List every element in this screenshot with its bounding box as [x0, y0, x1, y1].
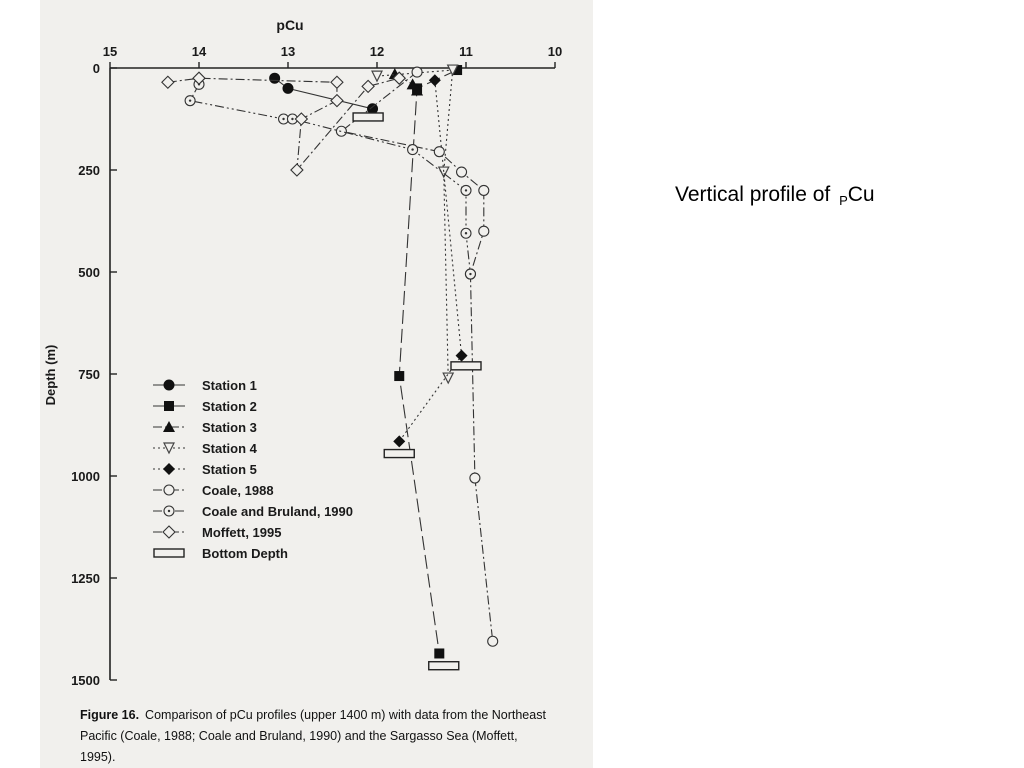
chart-title: pCu	[276, 17, 304, 33]
figure-label: Figure 16.	[80, 708, 140, 722]
legend-item	[153, 378, 257, 393]
data-point	[162, 76, 174, 88]
data-point	[429, 74, 441, 86]
data-point	[393, 435, 405, 447]
y-tick-label: 750	[78, 367, 100, 382]
slide-caption-suffix: Cu	[847, 183, 875, 206]
legend-item	[153, 483, 274, 498]
series-layer	[162, 65, 498, 670]
y-tick-label: 0	[92, 61, 100, 76]
data-point	[434, 648, 444, 658]
marker-center-dot	[189, 99, 191, 101]
legend-label: Station 4	[202, 441, 257, 456]
data-point	[488, 636, 498, 646]
legend-label: Coale and Bruland, 1990	[202, 504, 353, 519]
legend-marker	[163, 463, 175, 475]
series-line	[341, 72, 492, 641]
figure-caption	[80, 705, 550, 768]
data-point	[295, 113, 307, 125]
x-tick-label: 12	[369, 44, 385, 59]
marker-center-dot	[465, 232, 467, 234]
y-axis-title: Depth (m)	[43, 344, 58, 406]
legend-item	[153, 420, 257, 435]
legend-item	[153, 462, 257, 477]
slide-caption-subscript: P	[839, 193, 848, 208]
marker-center-dot	[168, 510, 170, 512]
slide-caption	[675, 183, 875, 208]
legend-item	[153, 399, 257, 414]
x-axis	[103, 44, 562, 68]
y-tick-label: 1000	[71, 469, 100, 484]
series-bottom-depth	[353, 113, 481, 670]
legend-item	[153, 441, 258, 456]
x-tick-label: 14	[191, 44, 207, 59]
legend-marker	[164, 401, 174, 411]
data-point	[451, 362, 481, 370]
data-point	[283, 83, 293, 93]
marker-center-dot	[291, 118, 293, 120]
legend-label: Moffett, 1995	[202, 525, 282, 540]
series-station-5	[393, 74, 467, 447]
legend-marker	[154, 549, 184, 557]
data-point	[470, 473, 480, 483]
data-point	[331, 95, 343, 107]
legend-item	[153, 504, 353, 519]
marker-center-dot	[411, 148, 413, 150]
legend-marker	[164, 380, 174, 390]
series-station-4	[372, 65, 458, 383]
y-tick-label: 1500	[71, 673, 100, 688]
legend-label: Station 2	[202, 399, 257, 414]
data-point	[331, 76, 343, 88]
x-tick-label: 15	[102, 44, 118, 59]
legend-marker	[164, 485, 174, 495]
data-point	[353, 113, 383, 121]
series-line	[377, 70, 453, 378]
data-point	[456, 350, 468, 362]
legend-label: Coale, 1988	[202, 483, 274, 498]
data-point	[479, 185, 489, 195]
data-point	[412, 67, 422, 77]
data-point	[336, 126, 346, 136]
x-tick-label: 11	[459, 44, 473, 59]
legend-label: Station 1	[202, 378, 257, 393]
marker-center-dot	[282, 118, 284, 120]
data-point	[270, 73, 280, 83]
marker-center-dot	[469, 273, 471, 275]
figure-scan	[40, 0, 593, 768]
legend	[153, 378, 353, 561]
data-point	[384, 450, 414, 458]
slide-caption-prefix: Vertical profile of	[675, 183, 837, 206]
legend-label: Station 3	[202, 420, 257, 435]
data-point	[479, 226, 489, 236]
series-coale-and-bruland-1990	[185, 79, 475, 279]
y-tick-label: 1250	[71, 571, 100, 586]
series-line	[190, 84, 470, 274]
series-line	[399, 70, 457, 653]
data-point	[457, 167, 467, 177]
figure-caption-text: Comparison of pCu profiles (upper 1400 m) with data from the Northeast Pacific (Coale, 1988; Coale and Bruland, 1990) and the Sargasso Sea (Moffett, 1995).	[80, 708, 546, 764]
legend-item	[154, 546, 288, 561]
legend-item	[153, 525, 281, 540]
y-tick-label: 500	[78, 265, 100, 280]
y-tick-label: 250	[78, 163, 100, 178]
marker-center-dot	[465, 189, 467, 191]
x-tick-label: 13	[280, 44, 296, 59]
legend-marker	[163, 526, 175, 538]
data-point	[434, 147, 444, 157]
legend-marker	[164, 443, 174, 453]
series-coale-1988	[336, 67, 497, 646]
data-point	[443, 373, 453, 383]
data-point	[394, 371, 404, 381]
data-point	[429, 662, 459, 670]
x-tick-label: 10	[547, 44, 563, 59]
data-point	[372, 71, 382, 81]
pcu-depth-chart	[40, 0, 593, 768]
series-line	[399, 80, 461, 441]
legend-label: Bottom Depth	[202, 546, 288, 561]
legend-label: Station 5	[202, 462, 257, 477]
